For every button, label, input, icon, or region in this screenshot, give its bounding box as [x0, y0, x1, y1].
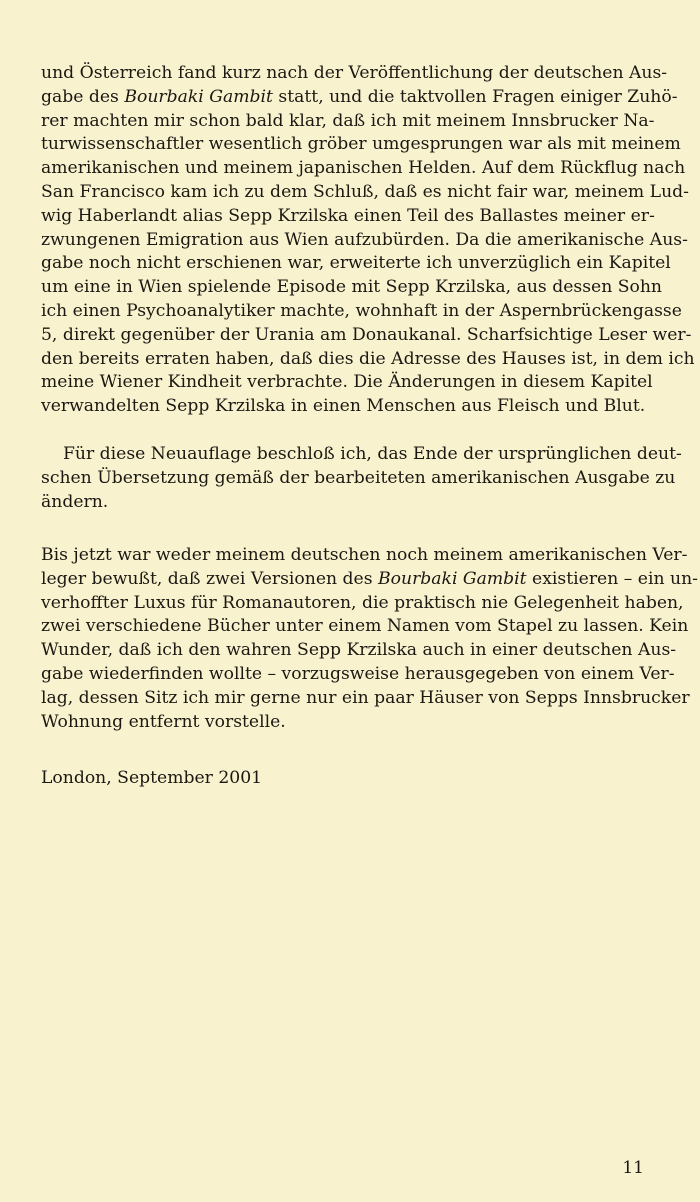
text-line: amerikanischen und meinem japanischen Helden. Auf dem Rückflug nach: [41, 158, 686, 179]
text-line: [41, 86, 678, 110]
text-line: zwei verschiedene Bücher unter einem Namen vom Stapel zu lassen. Kein: [41, 616, 689, 637]
text-line: verhoffter Luxus für Romanautoren, die praktisch nie Gelegenheit haben,: [41, 592, 684, 613]
page-number: 11: [622, 1158, 644, 1178]
text-line: [41, 568, 698, 592]
text-line: turwissenschaftler wesentlich gröber umgesprungen war als mit meinem: [41, 134, 681, 155]
text-segment: existieren – ein un-: [526, 568, 698, 589]
text-segment: statt, und die taktvollen Fragen einiger Zuhö-: [272, 86, 678, 107]
text-line: zwungenen Emigration aus Wien aufzubürden. Da die amerikanische Aus-: [41, 229, 688, 250]
text-line: ich einen Psychoanalytiker machte, wohnhaft in der Aspernbrückengasse: [41, 300, 682, 321]
text-line: San Francisco kam ich zu dem Schluß, daß es nicht fair war, meinem Lud-: [41, 181, 689, 202]
text-line: Wunder, daß ich den wahren Sepp Krzilska auch in einer deutschen Aus-: [41, 640, 677, 661]
book-title: Bourbaki Gambit: [378, 568, 527, 589]
dateline: London, September 2001: [41, 768, 263, 788]
text-line: verwandelten Sepp Krzilska in einen Menschen aus Fleisch und Blut.: [41, 396, 646, 417]
text-line: gabe wiederfinden wollte – vorzugsweise herausgegeben von einem Ver-: [41, 663, 675, 684]
text-line: um eine in Wien spielende Episode mit Sepp Krzilska, aus dessen Sohn: [41, 277, 662, 298]
text-line: rer machten mir schon bald klar, daß ich mit meinem Innsbrucker Na-: [41, 110, 655, 131]
text-line: Bis jetzt war weder meinem deutschen noch meinem amerikanischen Ver-: [41, 545, 688, 565]
paragraph-1: [41, 62, 695, 419]
text-line: und Österreich fand kurz nach der Veröffentlichung der deutschen Aus-: [41, 63, 668, 83]
text-line: wig Haberlandt alias Sepp Krzilska einen Teil des Ballastes meiner er-: [41, 205, 655, 226]
text-segment: gabe des: [41, 86, 125, 107]
text-line: lag, dessen Sitz ich mir gerne nur ein paar Häuser von Sepps Innsbrucker: [41, 687, 690, 708]
paragraph-3: [41, 544, 698, 734]
paragraph-2: [41, 443, 682, 514]
text-line: schen Übersetzung gemäß der bearbeiteten amerikanischen Ausgabe zu: [41, 467, 676, 488]
text-segment: leger bewußt, daß zwei Versionen des: [41, 568, 379, 589]
text-line: gabe noch nicht erschienen war, erweiterte ich unverzüglich ein Kapitel: [41, 253, 671, 274]
book-title: Bourbaki Gambit: [124, 86, 273, 107]
text-line: ändern.: [41, 491, 109, 512]
text-line: Für diese Neuauflage beschloß ich, das Ende der ursprünglichen deut-: [63, 444, 682, 464]
text-line: 5, direkt gegenüber der Urania am Donaukanal. Scharfsichtige Leser wer-: [41, 324, 692, 345]
text-line: den bereits erraten haben, daß dies die Adresse des Hauses ist, in dem ich: [41, 348, 695, 369]
text-line: meine Wiener Kindheit verbrachte. Die Änderungen in diesem Kapitel: [41, 372, 653, 393]
text-line: Wohnung entfernt vorstelle.: [41, 711, 286, 732]
